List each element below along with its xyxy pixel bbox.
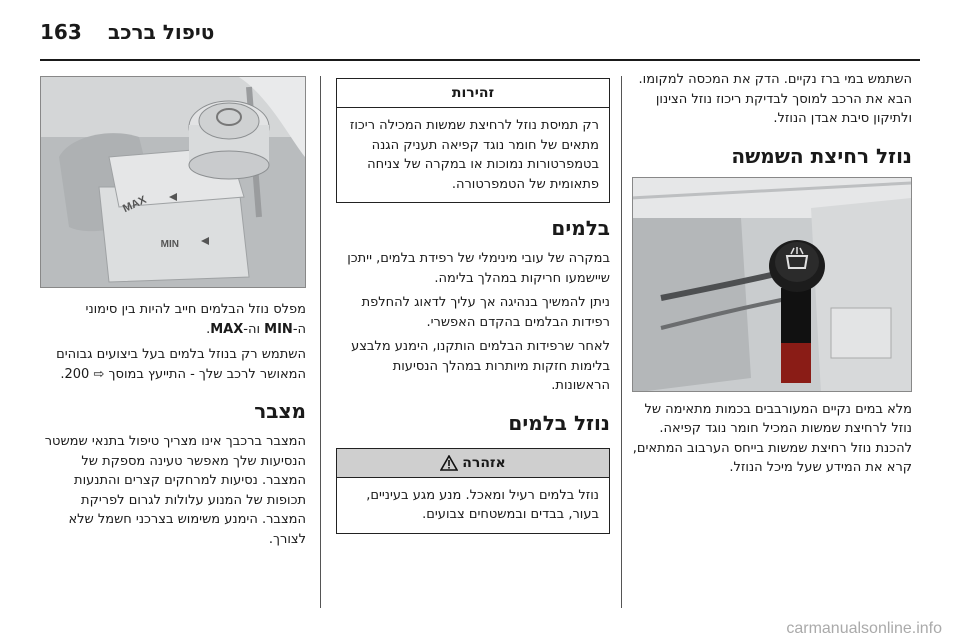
caution-box [336, 78, 610, 203]
washer-fluid-heading: נוזל רחיצת השמשה [731, 143, 912, 168]
footer-watermark: carmanualsonline.info [786, 620, 942, 637]
left-column [40, 70, 306, 549]
brakes-heading: בלמים [551, 216, 610, 240]
warning-text: נוזל בלמים רעיל ומאכל. מנע מגע בעיניים, בעור, בבדים ובמשטחים צבועים. [366, 487, 599, 522]
brake-reservoir-illustration [40, 77, 305, 288]
page-ref-number: 200 [64, 366, 90, 382]
washer-reservoir-illustration [632, 178, 911, 392]
brake-fluid-reservoir-photo [40, 76, 306, 288]
caution-title: זהירות [337, 79, 609, 108]
middle-column [336, 70, 610, 534]
right-column [632, 70, 912, 478]
max-mark-text: MAX [210, 321, 244, 337]
column-divider-left [320, 76, 321, 608]
page-ref-icon: ⇨ [93, 366, 105, 382]
chapter-title: טיפול ברכב [108, 20, 215, 44]
page-number: 163 [40, 20, 82, 44]
brake-level-text: מפלס נוזל הבלמים חייב להיות בין סימוני ה-MIN וה-MAX. [85, 302, 306, 337]
warning-title: אזהרה [462, 454, 506, 471]
coolant-intro-text: השתמש במי ברז נקיים. הדק את המכסה למקומו. הבא את הרכב למוסך לבדיקת ריכוז נוזל הצינון ולתיקון סיבת אבדן הנוזל. [638, 72, 912, 126]
header-divider [40, 59, 920, 61]
min-level-mark: MIN [160, 239, 179, 250]
brakes-paragraph-1: במקרה של עובי מינימלי של רפידת בלמים, ייתכן שיישמעו חריקות במהלך בלימה. [347, 251, 610, 286]
washer-fluid-text: מלא במים נקיים המעורבבים בכמות מתאימה של נוזל לרחיצת שמשות המכיל חומר נוגד קפיאה. להכנת נוזל רחיצת שמשות בייחס הערבוב המתאים, קרא את המידע שעל מיכל הנוזל. [632, 401, 912, 475]
column-divider-right [621, 76, 622, 608]
brake-fluid-type-text: השתמש רק בנוזל בלמים בעל ביצועים גבוהים המאושר לרכב שלך - התייעץ במוסך ⇨ 200. [56, 347, 306, 382]
washer-reservoir-photo [632, 177, 912, 392]
caution-text: רק תמיסת נוזל לרחיצת שמשות המכילה ריכוז מתאים של חומר נוגד קפיאה תעניק הגנה בטמפרטורות נמוכות או במקרה של צניחה פתאומית של הטמפרטורה. [349, 118, 599, 192]
brakes-paragraph-3: לאחר שרפידות הבלמים הותקנו, הימנע מלבצע בלימות חזקות מיותרות במהלך הנסיעות הראשונות. [351, 339, 610, 393]
max-level-mark: MAX [121, 193, 149, 216]
min-mark-text: MIN [264, 321, 293, 337]
battery-text: המצבר ברכבך אינו מצריך טיפול בתנאי שמשטר הנסיעות שלך מאפשר טעינה מספקת של המצבר. נסיעות למרחקים קצרים והתנעות תכופות של המנוע עלולות לגרום לפריקת המצבר. הימנע משימוש בצרכני חשמל שלא לצורך. [44, 434, 306, 547]
warning-header [337, 449, 609, 478]
warning-box [336, 448, 610, 534]
brakes-paragraph-2: ניתן להמשיך בנהיגה אך עליך לדאוג להחלפת רפידות הבלמים בהקדם האפשרי. [361, 295, 610, 330]
page-header [0, 0, 960, 58]
brake-fluid-heading: נוזל בלמים [508, 410, 610, 435]
battery-heading: מצבר [254, 399, 306, 423]
warning-triangle-icon [440, 455, 458, 471]
